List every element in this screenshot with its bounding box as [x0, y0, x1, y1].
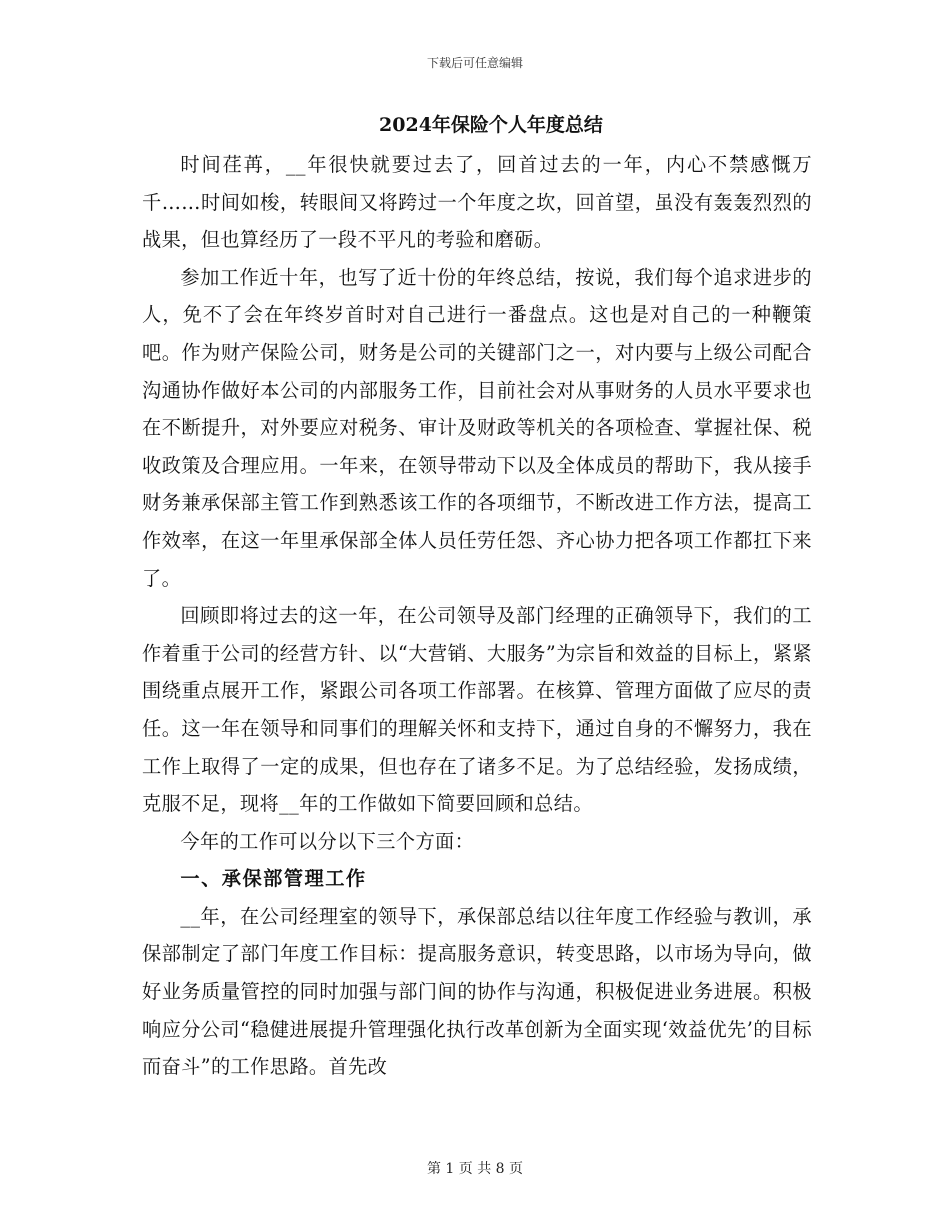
paragraph-background: 参加工作近十年，也写了近十份的年终总结，按说，我们每个追求进步的人，免不了会在年终岁首时对自己进行一番盘点。这也是对自己的一种鞭策吧。作为财产保险公司，财务是公司的关键部门之一，对内要与上级公司配合沟通协作做好本公司的内部服务工作，目前社会对从事财务的人员水平要求也在不断提升，对外要应对税务、审计及财政等机关的各项检查、掌握社保、税收政策及合理应用。一年来，在领导带动下以及全体成员的帮助下，我从接手财务兼承保部主管工作到熟悉该工作的各项细节，不断改进工作方法，提高工作效率，在这一年里承保部全体人员任劳任怨、齐心协力把各项工作都扛下来了。 — [142, 265, 812, 590]
paragraph-intro: 时间荏苒，__年很快就要过去了，回首过去的一年，内心不禁感慨万千……时间如梭，转眼间又将跨过一个年度之坎，回首望，虽没有轰轰烈烈的战果，但也算经历了一段不平凡的考验和磨砺。 — [142, 153, 812, 252]
paragraph-review: 回顾即将过去的这一年，在公司领导及部门经理的正确领导下，我们的工作着重于公司的经营方针、以“大营销、大服务”为宗旨和效益的目标上，紧紧围绕重点展开工作，紧跟公司各项工作部署。在核算、管理方面做了应尽的责任。这一年在领导和同事们的理解关怀和支持下，通过自身的不懈努力，我在工作上取得了一定的成果，但也存在了诸多不足。为了总结经验，发扬成绩，克服不足，现将__年的工作做如下简要回顾和总结。 — [142, 604, 812, 816]
paragraph-underwriting: __年，在公司经理室的领导下，承保部总结以往年度工作经验与教训，承保部制定了部门年度工作目标：提高服务意识，转变思路，以市场为导向，做好业务质量管控的同时加强与部门间的协作与沟通，积极促进业务进展。积极响应分公司“稳健进展提升管理强化执行改革创新为全面实现‘效益优先’的目标而奋斗”的工作思路。首先改 — [142, 904, 812, 1079]
header-note: 下载后可任意编辑 — [426, 56, 523, 70]
paragraph-three-aspects: 今年的工作可以分以下三个方面： — [180, 829, 475, 853]
document-title: 2024年保险个人年度总结 — [379, 114, 603, 136]
document-body — [142, 112, 812, 1086]
page-number: 第 1 页 共 8 页 — [426, 1161, 524, 1177]
section-heading: 一、承保部管理工作 — [180, 867, 367, 891]
